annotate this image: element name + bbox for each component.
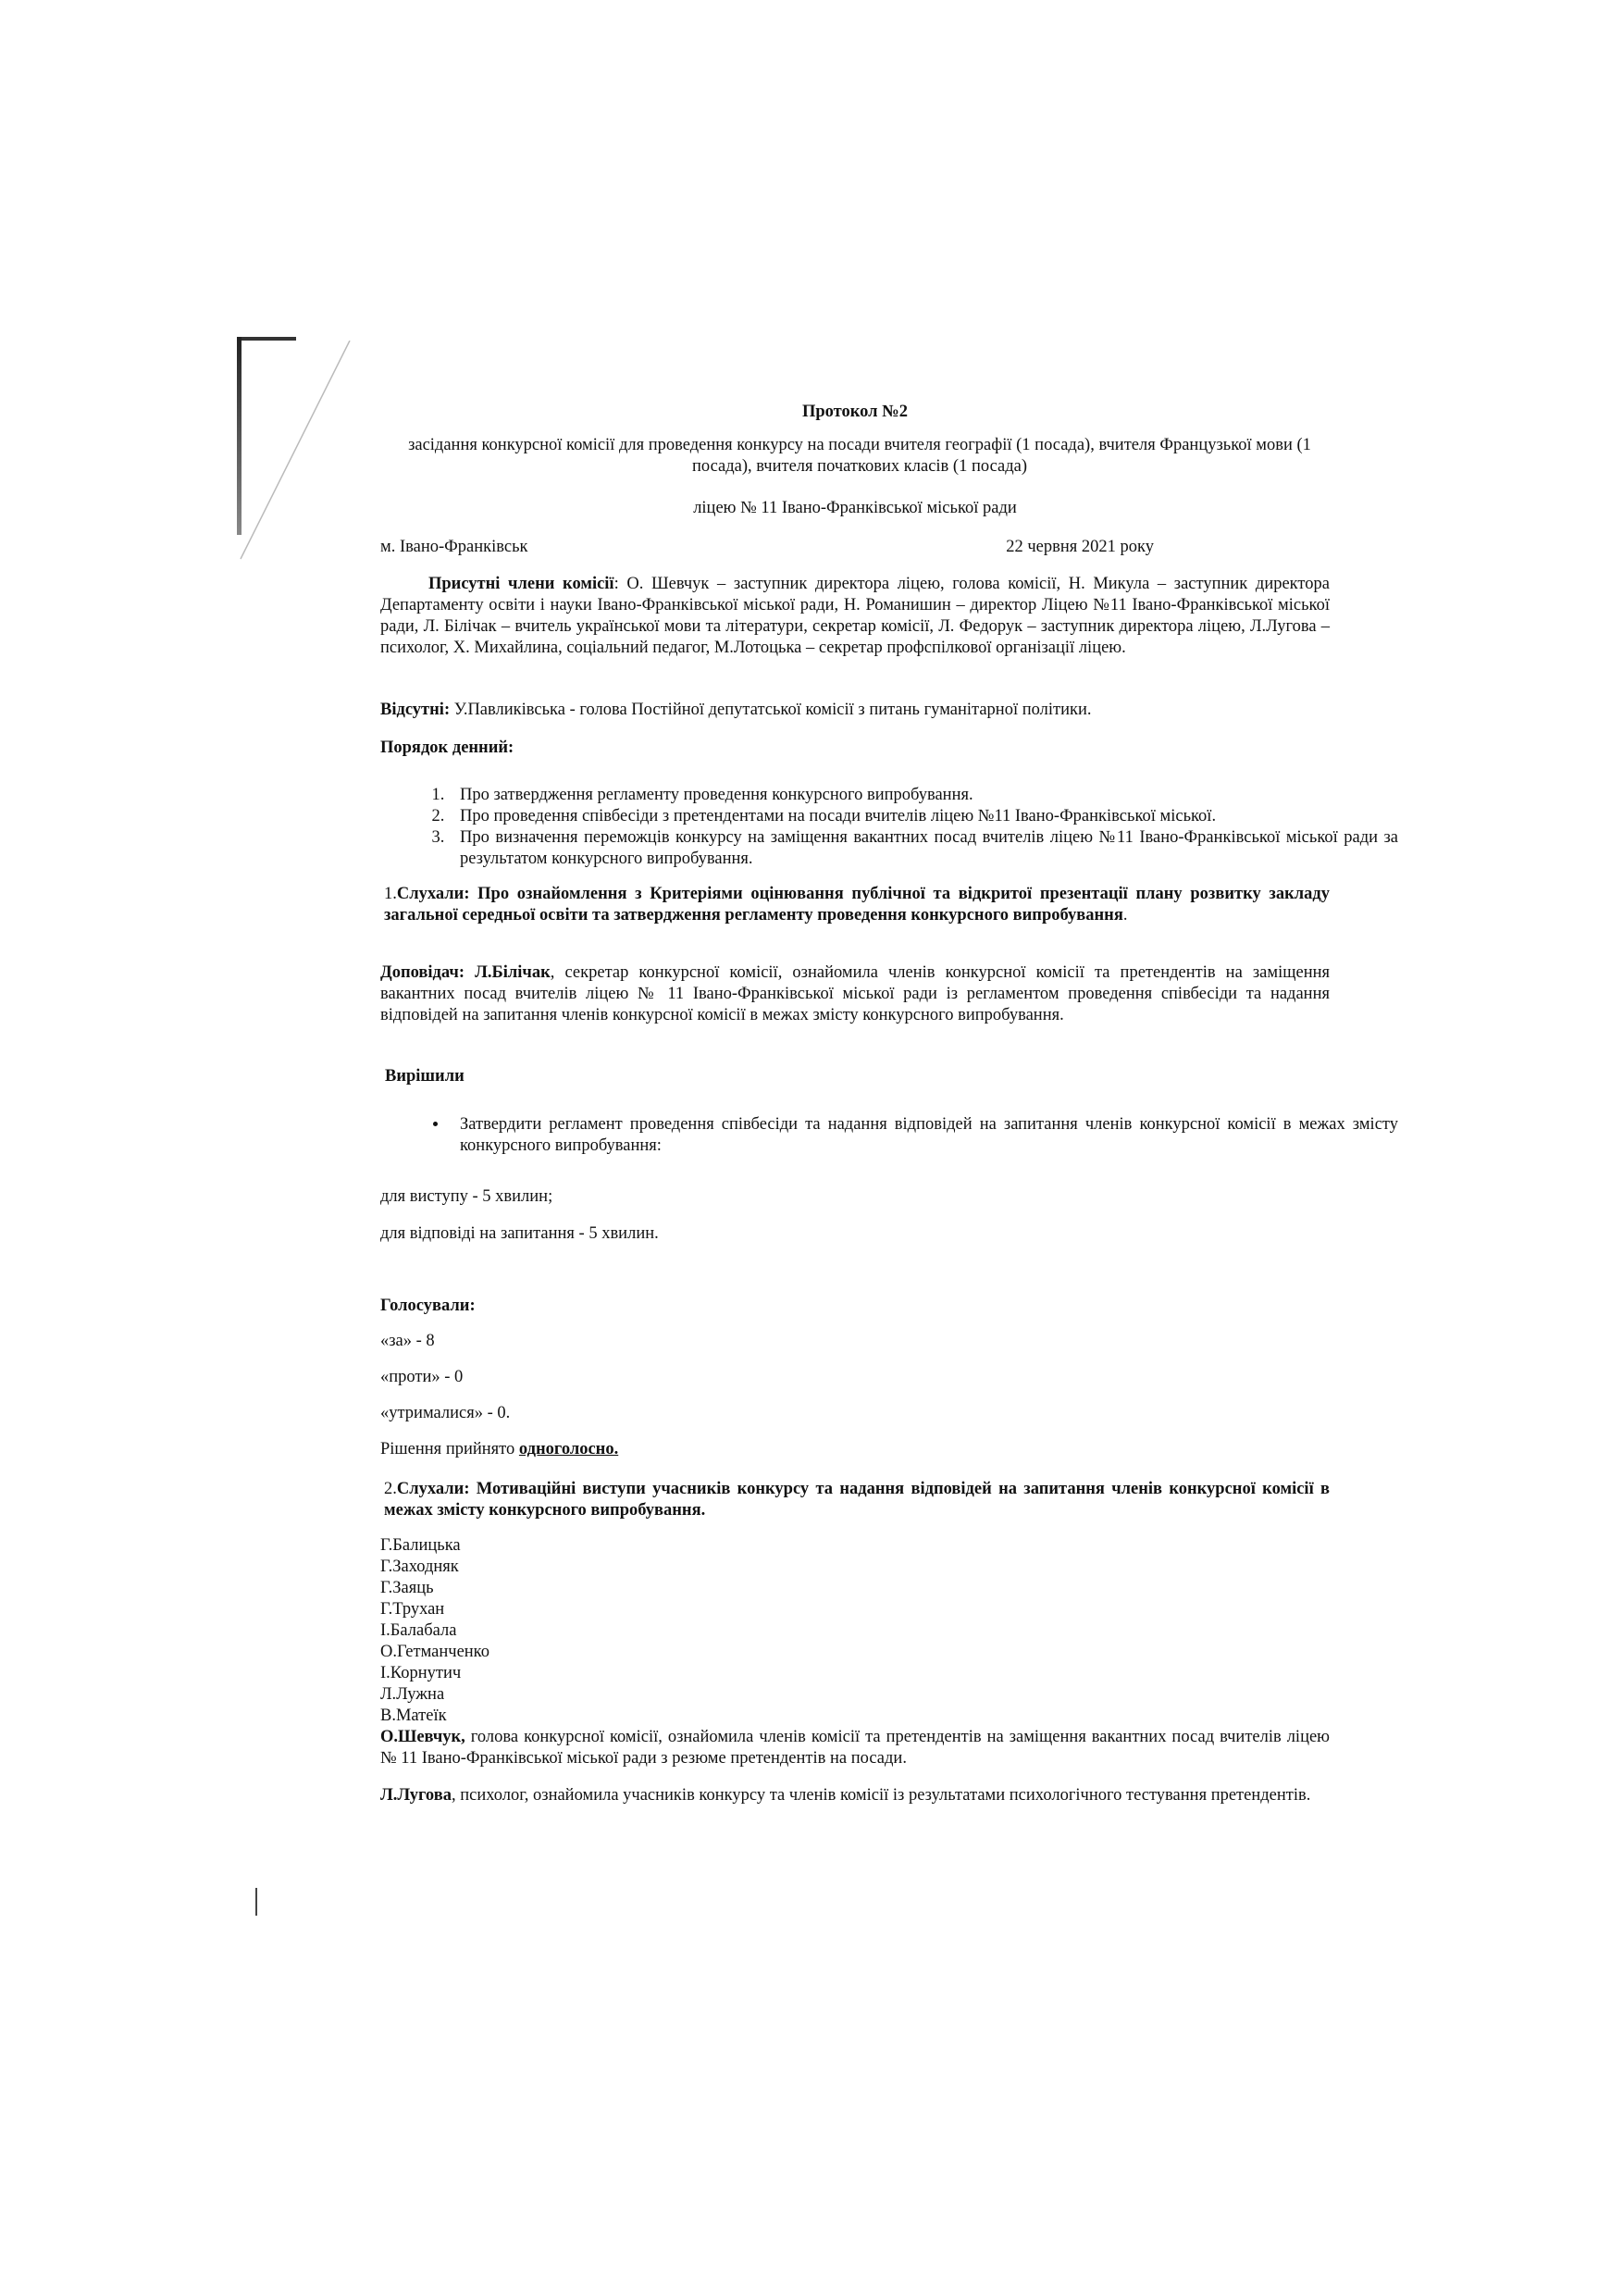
vote-result-value: одноголосно. <box>518 1440 619 1458</box>
attendees-paragraph <box>380 574 1330 659</box>
speech-time: для виступу - 5 хвилин; <box>380 1187 553 1206</box>
agenda-heading: Порядок денний: <box>380 738 514 757</box>
scan-artifact-diagonal <box>239 341 368 563</box>
report1-text: , секретар конкурсної комісії, ознайомила членів конкурсної комісії та претендентів на заміщення вакантних посад вчителів ліцею № 11 Івано-Франківської міської ради із регламентом проведення співбесіди та надання відповідей на запитання членів конкурсної комісії в межах змісту конкурсного випробування. <box>380 963 1330 1024</box>
list-item: Г.Балицька <box>380 1536 461 1555</box>
list-item: О.Гетманченко <box>380 1643 489 1661</box>
page-title: Протокол №2 <box>801 403 909 421</box>
voting-heading: Голосували: <box>380 1297 476 1315</box>
document-subtitle: засідання конкурсної комісії для проведення конкурсу на посади вчителя географії (1 посада), вчителя Французької мови (1 посада), вчителя початкових класів (1 посада) <box>408 436 1311 476</box>
list-item: В.Матеїк <box>380 1706 447 1725</box>
report1-paragraph <box>380 962 1330 1026</box>
place-date-row <box>380 537 1330 558</box>
vote-against: «проти» - 0 <box>380 1368 464 1386</box>
vote-result-prefix: Рішення прийнято <box>380 1440 519 1458</box>
agenda-list <box>380 785 1398 870</box>
luhova-name: Л.Лугова <box>380 1786 452 1805</box>
report1-label: Доповідач: <box>380 963 465 982</box>
item2-text: Мотиваційні виступи учасників конкурсу та надання відповідей на запитання членів конкурсної комісії в межах змісту конкурсного випробування. <box>384 1480 1330 1520</box>
absent-text: У.Павликівська - голова Постійної депутатської комісії з питань гуманітарної політики. <box>450 701 1092 719</box>
city: м. Івано-Франківськ <box>380 538 528 556</box>
item1-label: Слухали: <box>396 885 470 903</box>
list-item: Г.Трухан <box>380 1600 445 1619</box>
list-item: Л.Лужна <box>380 1685 445 1704</box>
item2-paragraph <box>384 1479 1330 1521</box>
absent-paragraph <box>380 700 1330 721</box>
list-item: І.Балабала <box>380 1621 457 1640</box>
vote-for: «за» - 8 <box>380 1332 435 1350</box>
agenda-item: 3. Про визначення переможців конкурсу на заміщення вакантних посад вчителів ліцею №11 Івано-Франківської міської ради за результатом конкурсного випробування. <box>449 827 1398 870</box>
attendees-text: : О. Шевчук – заступник директора ліцею, голова комісії, Н. Микула – заступник директора Департаменту освіти і науки Івано-Франківської міської ради, Н. Романишин – директор Ліцею №11 Івано-Франківської міської ради, Л. Білічак – вчитель української мови та літератури, секретар комісії, Л. Федорук – заступник директора ліцею, Л.Лугова – психолог, Х. Михайлина, соціальний педагог, М.Лотоцька – секретар профспілкової організації ліцею. <box>380 575 1330 657</box>
decided-heading: Вирішили <box>385 1067 465 1086</box>
luhova-paragraph <box>380 1785 1330 1806</box>
report1-name: Л.Білічак <box>465 963 551 982</box>
item1-text: Про ознайомлення з Критеріями оцінювання публічної та відкритої презентації плану розвитку закладу загальної середньої освіти та затвердження регламенту проведення конкурсного випробування <box>384 885 1330 925</box>
item1-end: . <box>1122 906 1128 925</box>
shevchuk-paragraph <box>380 1727 1330 1769</box>
item2-number: 2. <box>384 1480 397 1498</box>
item2-label: Слухали: <box>396 1480 470 1498</box>
vote-result <box>380 1439 1330 1460</box>
shevchuk-text: голова конкурсної комісії, ознайомила членів комісії та претендентів на заміщення вакантних посад вчителів ліцею № 11 Івано-Франківської міської ради з резюме претендентів на посади. <box>380 1728 1330 1768</box>
answer-time: для відповіді на запитання - 5 хвилин. <box>380 1224 659 1243</box>
decision-item: • Затвердити регламент проведення співбесіди та надання відповідей на запитання членів конкурсної комісії в межах змісту конкурсного випробування: <box>449 1114 1398 1157</box>
absent-label: Відсутні: <box>380 701 451 719</box>
decision-list <box>380 1114 1398 1157</box>
institution-line: ліцею № 11 Івано-Франківської міської ради <box>693 499 1017 517</box>
shevchuk-name: О.Шевчук, <box>380 1728 465 1746</box>
vote-abstained: «утрималися» - 0. <box>380 1404 511 1422</box>
agenda-item: 2. Про проведення співбесіди з претендентами на посади вчителів ліцею №11 Івано-Франківської міської. <box>449 806 1398 827</box>
list-item: І.Корнутич <box>380 1664 462 1682</box>
attendees-label: Присутні члени комісії <box>428 575 614 593</box>
list-item: Г.Заяць <box>380 1579 434 1597</box>
item1-paragraph <box>384 884 1330 926</box>
item1-number: 1. <box>384 885 397 903</box>
agenda-item: 1. Про затвердження регламенту проведення конкурсного випробування. <box>449 785 1398 806</box>
scan-artifact-bottom <box>255 1888 257 1916</box>
meeting-date: 22 червня 2021 року <box>1006 538 1154 556</box>
candidates-list <box>380 1535 1330 1727</box>
list-item: Г.Заходняк <box>380 1558 459 1576</box>
luhova-text: , психолог, ознайомила учасників конкурсу та членів комісії із результатами психологічного тестування претендентів. <box>451 1786 1311 1805</box>
